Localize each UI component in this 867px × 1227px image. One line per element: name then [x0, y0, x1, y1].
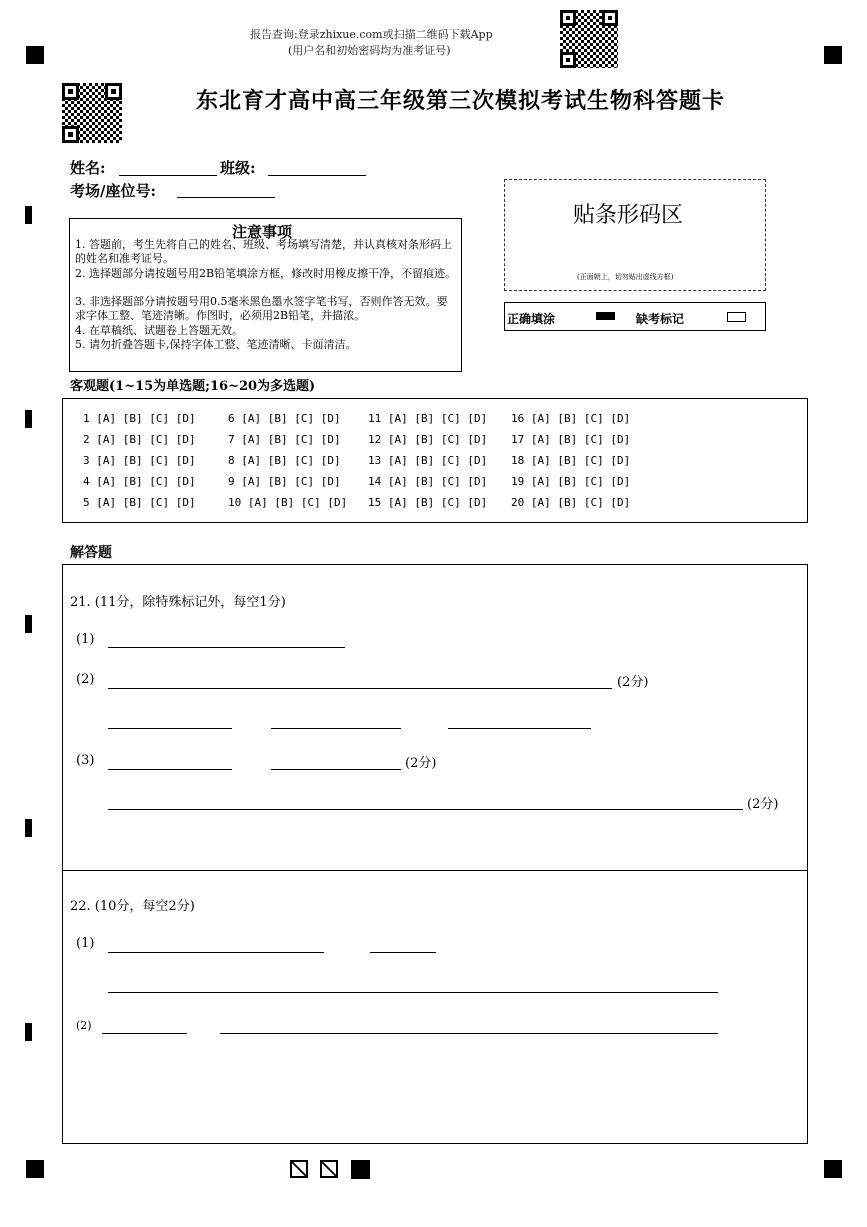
choice-bubble-1-d[interactable]: [D]	[175, 412, 196, 425]
notice-title: 注意事项	[232, 223, 293, 241]
choice-bubble-13-c[interactable]: [C]	[440, 454, 468, 467]
choice-number: 11	[368, 412, 388, 425]
choice-bubble-1-b[interactable]: [B]	[122, 412, 150, 425]
q21-part1-answer[interactable]	[108, 647, 345, 648]
choice-bubble-18-c[interactable]: [C]	[583, 454, 611, 467]
notice-item-5: 5. 请勿折叠答题卡,保持字体工整、笔迹清晰、卡面清洁。	[75, 338, 357, 351]
choice-bubble-2-c[interactable]: [C]	[149, 433, 176, 446]
choice-bubble-15-b[interactable]: [B]	[414, 496, 441, 509]
q21-part3-answer-b[interactable]	[271, 769, 401, 770]
notice-item-1: 1. 答题前，考生先将自己的姓名、班级、考场填写清楚，并认真核对条形码上的姓名和准考证号。	[75, 238, 452, 265]
choice-number: 18	[511, 454, 531, 467]
choice-bubble-10-a[interactable]: [A]	[247, 496, 275, 509]
choice-bubble-8-d[interactable]: [D]	[320, 454, 341, 467]
choice-bubble-17-d[interactable]: [D]	[610, 433, 631, 446]
choice-bubble-19-d[interactable]: [D]	[610, 475, 631, 488]
name-field[interactable]	[119, 175, 217, 176]
choice-bubble-8-b[interactable]: [B]	[267, 454, 295, 467]
choice-question-15	[368, 496, 487, 509]
choice-bubble-17-a[interactable]: [A]	[530, 433, 558, 446]
choice-bubble-17-b[interactable]: [B]	[557, 433, 584, 446]
choice-question-8	[228, 454, 341, 467]
choice-bubble-8-a[interactable]: [A]	[241, 454, 268, 467]
choice-bubble-6-b[interactable]: [B]	[267, 412, 295, 425]
notice-item-2: 2. 选择题部分请按题号用2B铅笔填涂方框，修改时用橡皮擦干净，不留痕迹。	[75, 267, 457, 280]
q21-part2-answer-d[interactable]	[448, 728, 591, 729]
q21-title: 21. (11分，除特殊标记外，每空1分)	[70, 595, 286, 610]
barcode-hint: (正面朝上，切勿贴出虚线方框)	[577, 273, 674, 281]
choice-bubble-11-c[interactable]: [C]	[440, 412, 468, 425]
choice-bubble-15-d[interactable]: [D]	[467, 496, 488, 509]
choice-bubble-10-c[interactable]: [C]	[300, 496, 328, 509]
choice-question-19	[511, 475, 630, 488]
choice-question-16	[511, 412, 630, 425]
q22-part1-label: (1)	[76, 936, 95, 951]
choice-bubble-17-c[interactable]: [C]	[583, 433, 611, 446]
choice-bubble-11-b[interactable]: [B]	[414, 412, 441, 425]
choice-bubble-20-b[interactable]: [B]	[557, 496, 584, 509]
q21-part1-label: (1)	[76, 632, 95, 647]
page-title: 东北育才高中高三年级第三次模拟考试生物科答题卡	[196, 88, 726, 114]
choice-number: 4	[83, 475, 97, 488]
choice-question-4	[83, 475, 196, 488]
class-field[interactable]	[268, 175, 366, 176]
choice-number: 13	[368, 454, 388, 467]
choice-bubble-7-c[interactable]: [C]	[294, 433, 321, 446]
choice-bubble-6-d[interactable]: [D]	[320, 412, 341, 425]
choice-bubble-7-b[interactable]: [B]	[267, 433, 295, 446]
q22-part2-answer-a[interactable]	[102, 1033, 187, 1034]
q21-part2-answer-b[interactable]	[108, 728, 232, 729]
choice-question-1	[83, 412, 196, 425]
choice-bubble-1-c[interactable]: [C]	[149, 412, 176, 425]
choice-number: 5	[83, 496, 97, 509]
choice-bubble-14-b[interactable]: [B]	[414, 475, 441, 488]
choice-question-6	[228, 412, 341, 425]
name-label: 姓名:	[70, 159, 106, 177]
choice-bubble-2-b[interactable]: [B]	[122, 433, 150, 446]
choice-bubble-2-a[interactable]: [A]	[96, 433, 123, 446]
q22-part2-label: (2)	[76, 1019, 92, 1032]
timing-mark	[25, 819, 32, 837]
choice-bubble-16-b[interactable]: [B]	[557, 412, 584, 425]
choice-number: 8	[228, 454, 242, 467]
choice-bubble-3-c[interactable]: [C]	[149, 454, 176, 467]
choice-bubble-15-a[interactable]: [A]	[387, 496, 415, 509]
choice-number: 15	[368, 496, 388, 509]
seat-label: 考场/座位号:	[70, 182, 157, 200]
choice-bubble-13-b[interactable]: [B]	[414, 454, 441, 467]
registration-mark-bottom-left	[26, 1160, 44, 1178]
q21-part2-score: (2分)	[617, 675, 649, 690]
choice-question-3	[83, 454, 196, 467]
choice-question-7	[228, 433, 341, 446]
timing-mark	[25, 615, 32, 633]
choice-bubble-7-d[interactable]: [D]	[320, 433, 341, 446]
q21-part3-score: (2分)	[405, 756, 437, 771]
choice-bubble-3-b[interactable]: [B]	[122, 454, 150, 467]
choice-bubble-14-a[interactable]: [A]	[387, 475, 415, 488]
page-mark-crossed-1	[290, 1160, 308, 1178]
page-mark-crossed-2	[320, 1160, 338, 1178]
choice-number: 7	[228, 433, 242, 446]
timing-mark	[25, 410, 32, 428]
choice-bubble-16-c[interactable]: [C]	[583, 412, 611, 425]
choice-bubble-16-a[interactable]: [A]	[530, 412, 558, 425]
choice-bubble-7-a[interactable]: [A]	[241, 433, 268, 446]
q22-part1-answer-c[interactable]	[108, 992, 718, 993]
choice-bubble-3-d[interactable]: [D]	[175, 454, 196, 467]
choice-bubble-19-a[interactable]: [A]	[530, 475, 558, 488]
exam-qr-code-icon	[62, 83, 122, 143]
q21-part2-answer-c[interactable]	[271, 728, 401, 729]
page-mark-filled	[351, 1160, 370, 1179]
report-credentials-line: (用户名和初始密码均为准考证号)	[288, 44, 451, 57]
choice-bubble-13-d[interactable]: [D]	[467, 454, 488, 467]
barcode-label: 贴条形码区	[573, 203, 684, 228]
notice-box	[69, 218, 462, 372]
choice-bubble-9-d[interactable]: [D]	[320, 475, 341, 488]
choice-bubble-9-a[interactable]: [A]	[241, 475, 268, 488]
registration-mark-bottom-right	[824, 1160, 842, 1178]
choice-bubble-11-d[interactable]: [D]	[467, 412, 488, 425]
correct-fill-sample	[596, 312, 615, 320]
choice-bubble-20-a[interactable]: [A]	[530, 496, 558, 509]
choice-bubble-9-b[interactable]: [B]	[267, 475, 295, 488]
seat-field[interactable]	[177, 197, 275, 198]
choice-bubble-18-b[interactable]: [B]	[557, 454, 584, 467]
objective-heading: 客观题(1~15为单选题;16~20为多选题)	[70, 379, 316, 394]
choice-question-10	[228, 496, 347, 509]
choice-bubble-2-d[interactable]: [D]	[175, 433, 196, 446]
choice-bubble-5-d[interactable]: [D]	[175, 496, 196, 509]
choice-bubble-6-c[interactable]: [C]	[294, 412, 321, 425]
choice-question-12	[368, 433, 487, 446]
registration-mark-top-right	[824, 46, 842, 64]
choice-bubble-19-b[interactable]: [B]	[557, 475, 584, 488]
choice-bubble-10-d[interactable]: [D]	[327, 496, 348, 509]
barcode-area	[504, 179, 766, 291]
choice-question-20	[511, 496, 630, 509]
choice-bubble-6-a[interactable]: [A]	[241, 412, 268, 425]
choice-bubble-14-c[interactable]: [C]	[440, 475, 468, 488]
choice-number: 6	[228, 412, 242, 425]
choice-bubble-16-d[interactable]: [D]	[610, 412, 631, 425]
choice-bubble-4-b[interactable]: [B]	[122, 475, 150, 488]
choice-number: 3	[83, 454, 97, 467]
choice-number: 16	[511, 412, 531, 425]
q21-part3b-score: (2分)	[747, 797, 779, 812]
choice-question-5	[83, 496, 196, 509]
choice-bubble-12-a[interactable]: [A]	[387, 433, 415, 446]
notice-item-4: 4. 在草稿纸、试题卷上答题无效。	[75, 324, 243, 337]
choice-question-13	[368, 454, 487, 467]
timing-mark	[25, 1023, 32, 1041]
choice-bubble-12-c[interactable]: [C]	[440, 433, 468, 446]
choice-bubble-20-d[interactable]: [D]	[610, 496, 631, 509]
choice-bubble-3-a[interactable]: [A]	[96, 454, 123, 467]
q22-part1-answer-b[interactable]	[370, 952, 436, 953]
choice-question-9	[228, 475, 341, 488]
choice-bubble-1-a[interactable]: [A]	[96, 412, 123, 425]
choice-number: 9	[228, 475, 242, 488]
q22-title: 22. (10分，每空2分)	[70, 899, 195, 914]
q21-part3-answer-a[interactable]	[108, 769, 232, 770]
choice-number: 12	[368, 433, 388, 446]
choice-number: 14	[368, 475, 388, 488]
absent-mark-label: 缺考标记	[636, 312, 685, 326]
q21-part2-label: (2)	[76, 672, 95, 687]
registration-mark-top-left	[26, 46, 44, 64]
choice-number: 19	[511, 475, 531, 488]
absent-mark-box[interactable]	[727, 312, 746, 322]
choice-number: 20	[511, 496, 531, 509]
choice-bubble-13-a[interactable]: [A]	[387, 454, 415, 467]
q21-part3-label: (3)	[76, 753, 95, 768]
question-21-box	[62, 564, 808, 871]
choice-bubble-5-a[interactable]: [A]	[96, 496, 123, 509]
class-label: 班级:	[220, 159, 256, 177]
notice-item-3: 3. 非选择题部分请按题号用0.5毫米黑色墨水签字笔书写，否则作答无效。要求字体工整、笔迹清晰。作图时，必须用2B铅笔，并描浓。	[75, 295, 448, 322]
objective-answer-grid	[62, 398, 808, 523]
choice-bubble-15-c[interactable]: [C]	[440, 496, 468, 509]
q22-part2-answer-b[interactable]	[220, 1033, 718, 1034]
report-query-line: 报告查询:登录zhixue.com或扫描二维码下载App	[250, 28, 493, 41]
correct-fill-label: 正确填涂	[507, 312, 556, 326]
choice-number: 10	[228, 496, 248, 509]
choice-bubble-5-c[interactable]: [C]	[149, 496, 176, 509]
choice-bubble-10-b[interactable]: [B]	[274, 496, 301, 509]
choice-number: 1	[83, 412, 97, 425]
choice-bubble-12-d[interactable]: [D]	[467, 433, 488, 446]
choice-number: 17	[511, 433, 531, 446]
choice-bubble-18-d[interactable]: [D]	[610, 454, 631, 467]
app-qr-code-icon	[560, 10, 618, 68]
choice-bubble-8-c[interactable]: [C]	[294, 454, 321, 467]
choice-bubble-19-c[interactable]: [C]	[583, 475, 611, 488]
choice-question-14	[368, 475, 487, 488]
fill-legend	[504, 302, 766, 331]
choice-bubble-4-d[interactable]: [D]	[175, 475, 196, 488]
choice-bubble-18-a[interactable]: [A]	[530, 454, 558, 467]
choice-bubble-11-a[interactable]: [A]	[387, 412, 415, 425]
timing-mark	[25, 206, 32, 224]
choice-question-18	[511, 454, 630, 467]
choice-bubble-5-b[interactable]: [B]	[122, 496, 150, 509]
choice-bubble-4-a[interactable]: [A]	[96, 475, 123, 488]
choice-question-17	[511, 433, 630, 446]
q21-part3-answer-c[interactable]	[108, 809, 743, 810]
choice-bubble-20-c[interactable]: [C]	[583, 496, 611, 509]
q21-part2-answer[interactable]	[108, 688, 612, 689]
choice-question-2	[83, 433, 196, 446]
question-22-box	[62, 870, 808, 1144]
choice-bubble-12-b[interactable]: [B]	[414, 433, 441, 446]
subjective-heading: 解答题	[70, 545, 112, 561]
q22-part1-answer-a[interactable]	[108, 952, 324, 953]
choice-number: 2	[83, 433, 97, 446]
choice-bubble-9-c[interactable]: [C]	[294, 475, 321, 488]
choice-question-11	[368, 412, 487, 425]
choice-bubble-14-d[interactable]: [D]	[467, 475, 488, 488]
choice-bubble-4-c[interactable]: [C]	[149, 475, 176, 488]
